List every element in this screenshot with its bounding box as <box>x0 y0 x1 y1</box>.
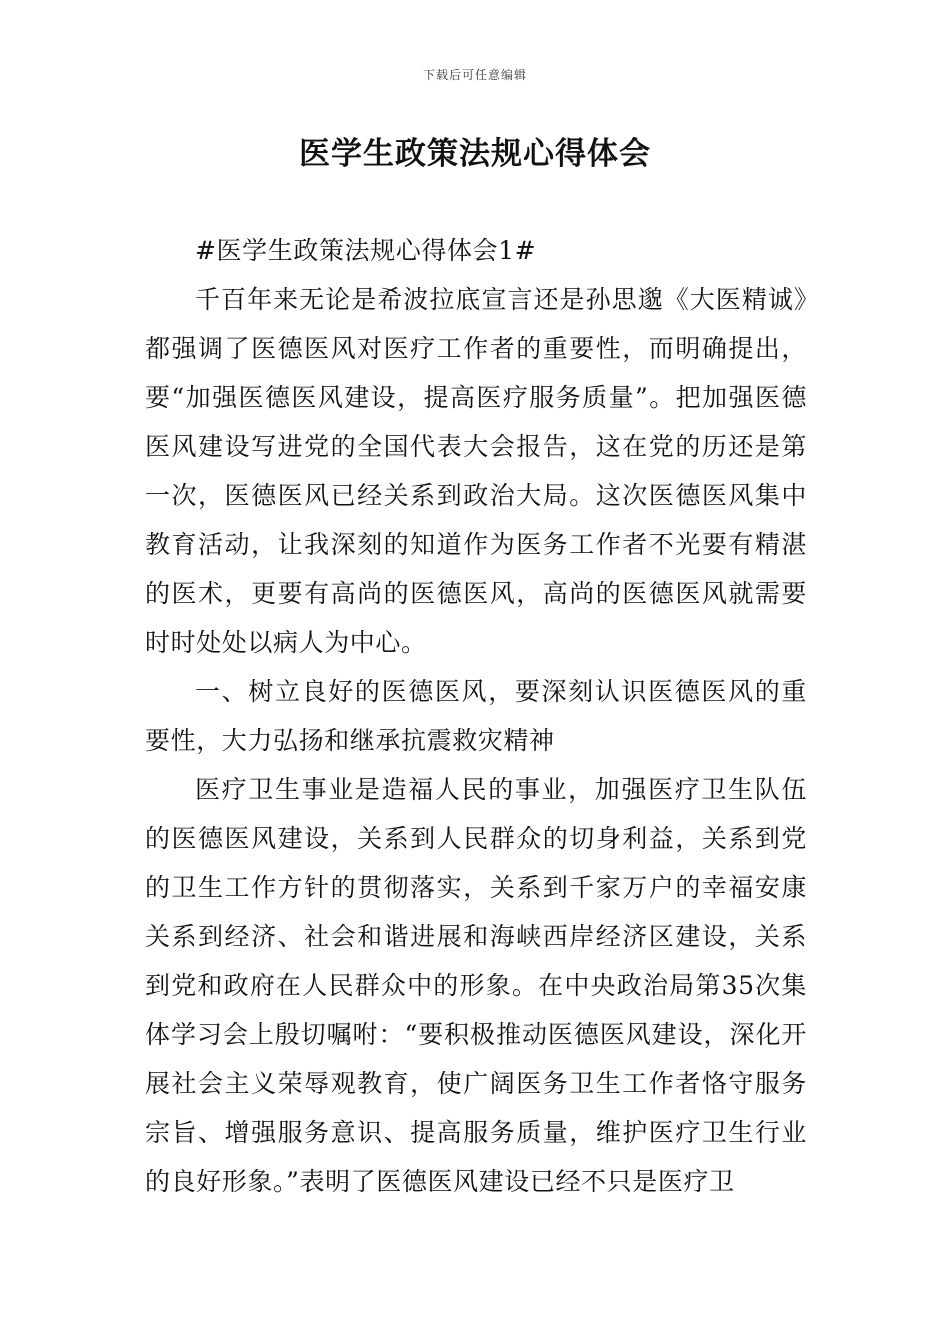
document-body <box>145 226 807 1206</box>
body-paragraph-1: 千百年来无论是希波拉底宣言还是孙思邈《大医精诚》都强调了医德医风对医疗工作者的重要性，而明确提出，要“加强医德医风建设，提高医疗服务质量”。把加强医德医风建设写进党的全国代表大会报告，这在党的历还是第一次，医德医风已经关系到政治大局。这次医德医风集中教育活动，让我深刻的知道作为医务工作者不光要有精湛的医术，更要有高尚的医德医风，高尚的医德医风就需要时时处处以病人为中心。 <box>145 285 807 657</box>
section-heading: #医学生政策法规心得体会1# <box>195 236 537 265</box>
subsection-heading: 一、树立良好的医德医风，要深刻认识医德医风的重要性，大力弘扬和继承抗震救灾精神 <box>145 677 807 755</box>
header-note: 下载后可任意编辑 <box>422 68 527 82</box>
document-title: 医学生政策法规心得体会 <box>299 136 651 172</box>
body-paragraph-2: 医疗卫生事业是造福人民的事业，加强医疗卫生队伍的医德医风建设，关系到人民群众的切身利益，关系到党的卫生工作方针的贯彻落实，关系到千家万户的幸福安康关系到经济、社会和谐进展和海峡西岸经济区建设，关系到党和政府在人民群众中的形象。在中央政治局第35次集体学习会上殷切嘱咐：“要积极推动医德医风建设，深化开展社会主义荣辱观教育，使广阔医务卫生工作者恪守服务宗旨、增强服务意识、提高服务质量，维护医疗卫生行业的良好形象。”表明了医德医风建设已经不只是医疗卫 <box>145 775 807 1196</box>
